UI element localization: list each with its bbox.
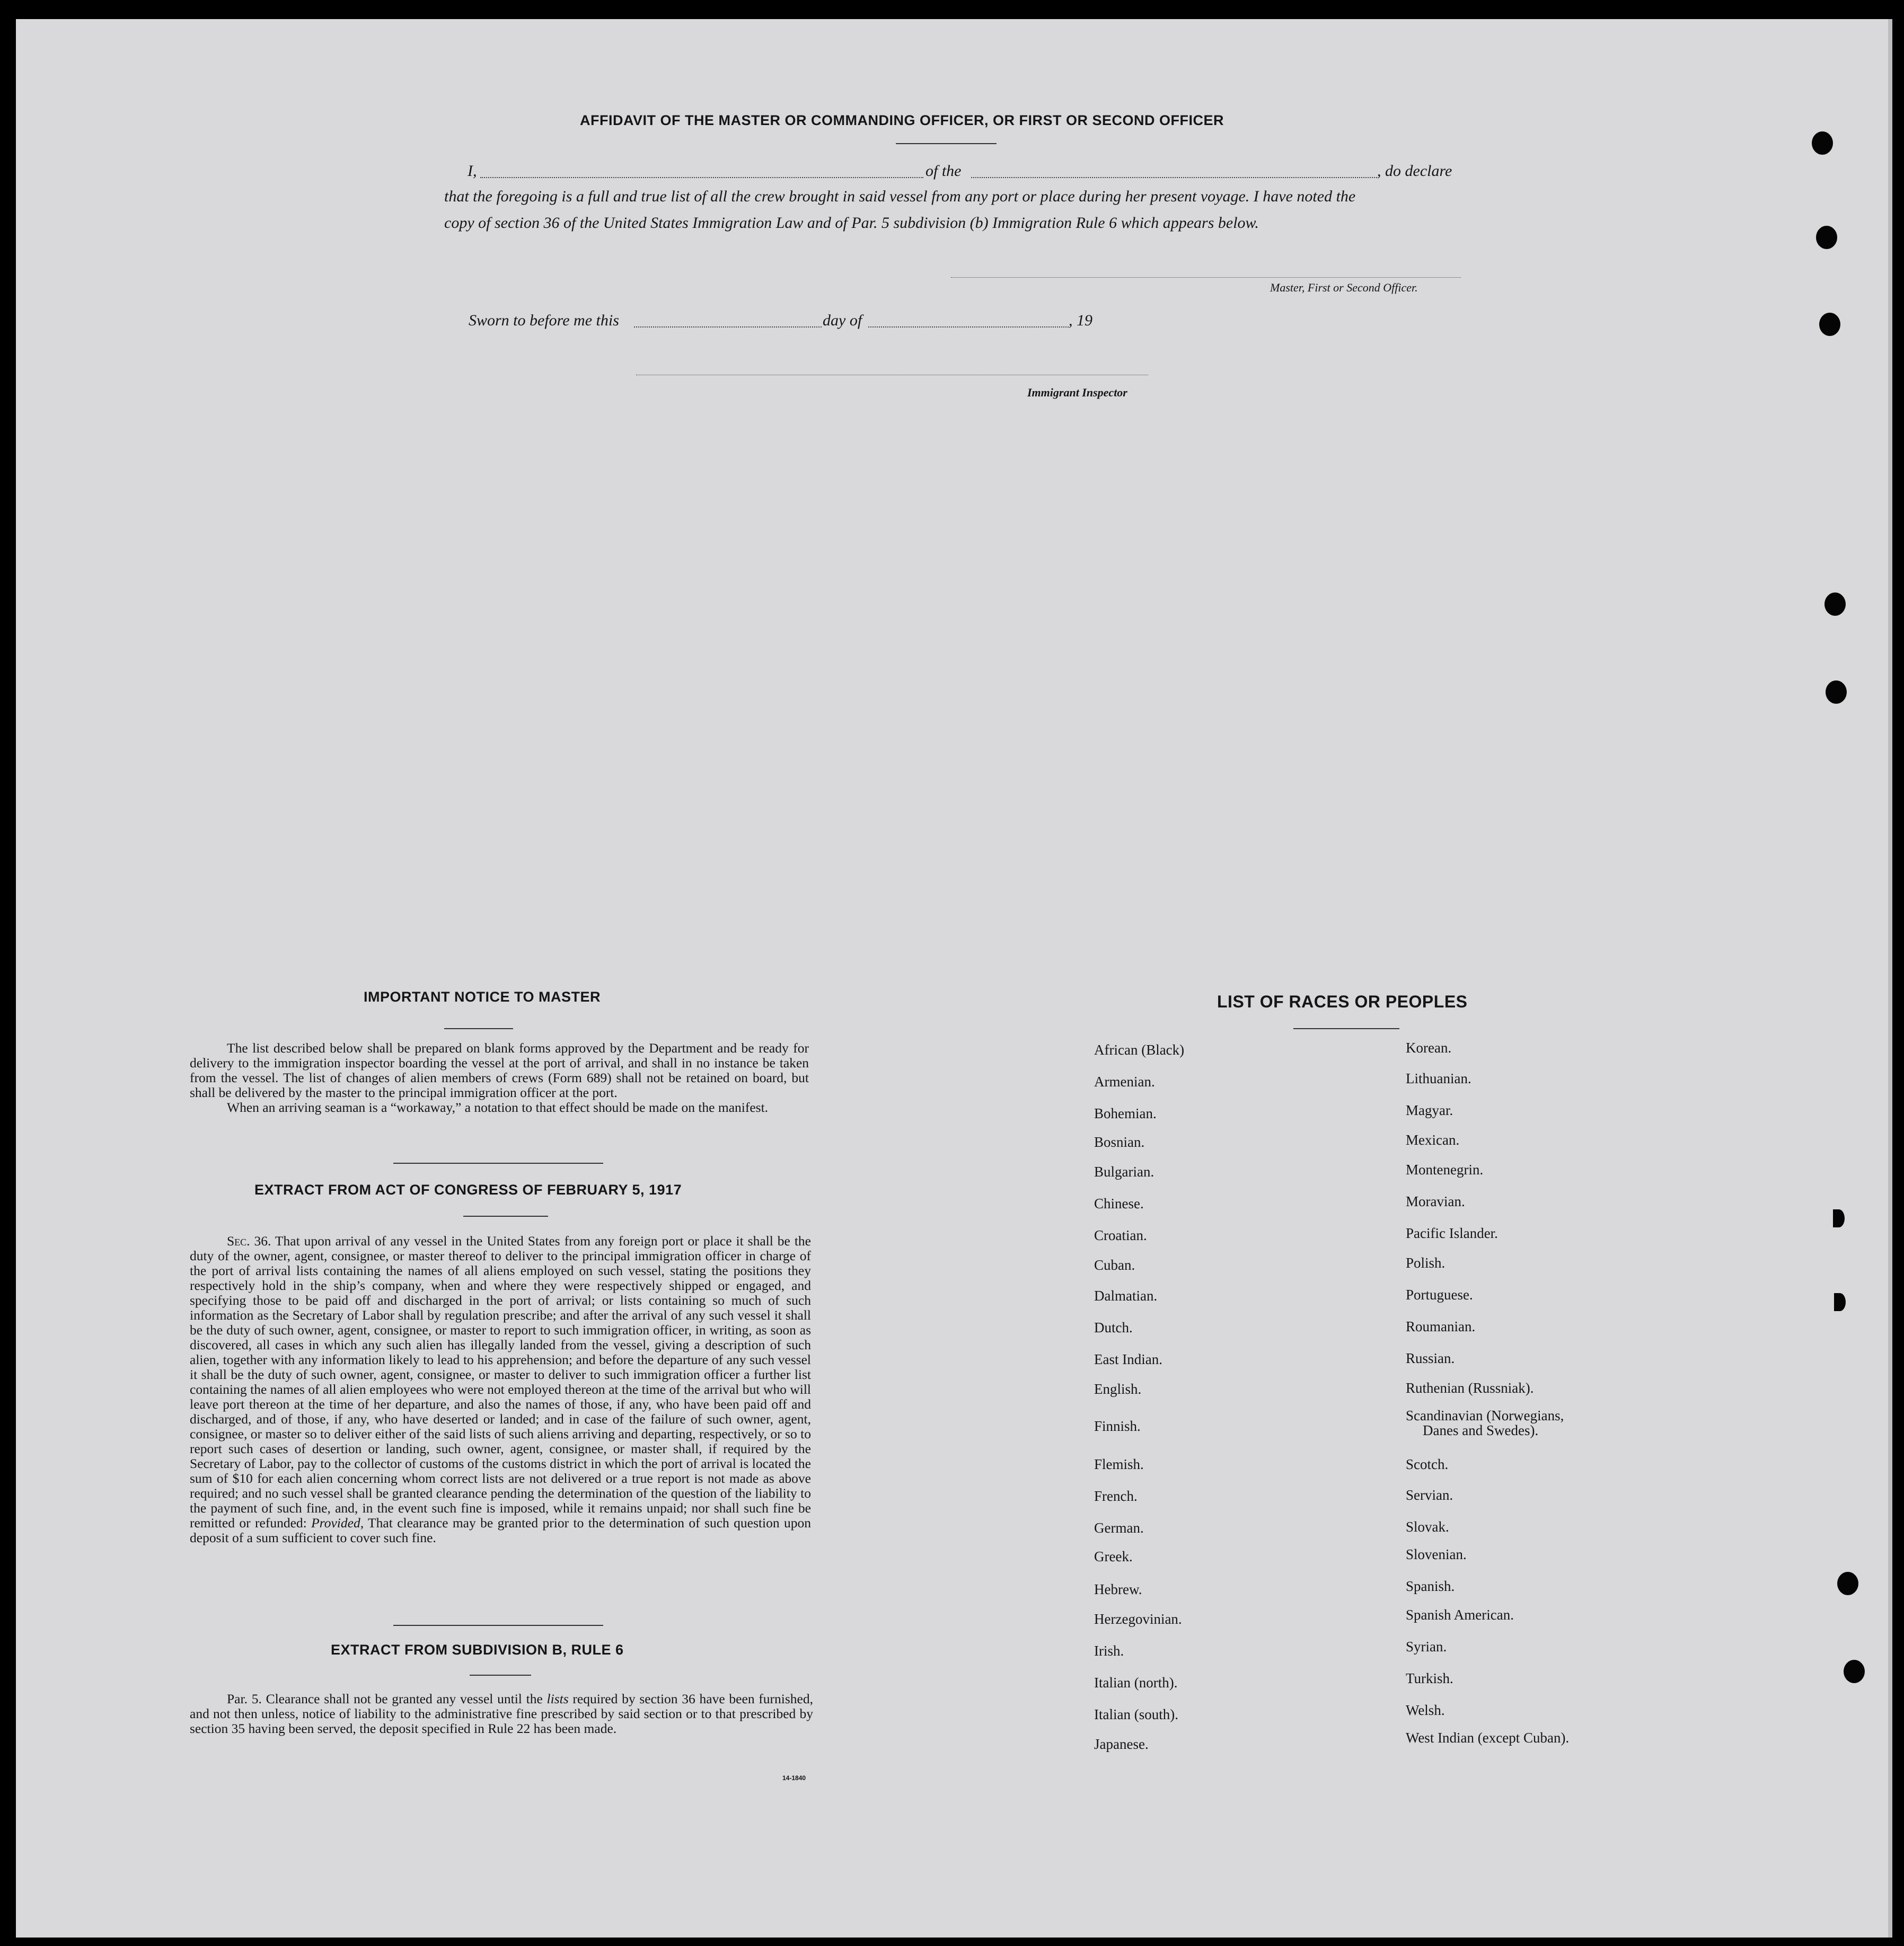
binder-hole (1816, 226, 1837, 249)
notice-paragraph-1: The list described below shall be prepared on blank forms approved by the Department and be ready for delivery to the immigration inspector boarding the vessel at the port of arrival, and shall in no instance be taken from the vessel. The list of changes of alien members of crews (Form 689) shall not be retained on board, but shall be delivered by the master to the principal immigration officer at the port. (190, 1040, 809, 1100)
act-title: EXTRACT FROM ACT OF CONGRESS OF FEBRUARY 5, 1917 (254, 1182, 682, 1198)
race-item: East Indian. (1094, 1351, 1162, 1367)
sworn-day-of: day of (823, 312, 862, 329)
races-rule (1293, 1028, 1399, 1029)
race-item: Ruthenian (Russniak). (1406, 1380, 1534, 1396)
rule6-rule (470, 1675, 531, 1676)
race-item: Japanese. (1094, 1736, 1149, 1752)
race-item: Welsh. (1406, 1702, 1445, 1718)
race-item: Magyar. (1406, 1102, 1453, 1118)
race-item: Danes and Swedes). (1423, 1422, 1539, 1438)
race-item: West Indian (except Cuban). (1406, 1730, 1570, 1746)
section-divider (393, 1625, 603, 1626)
race-item: Servian. (1406, 1487, 1453, 1503)
rule6-title: EXTRACT FROM SUBDIVISION B, RULE 6 (331, 1642, 624, 1658)
race-item: Montenegrin. (1406, 1162, 1484, 1178)
race-item: Bohemian. (1094, 1105, 1157, 1121)
sworn-text: Sworn to before me this (469, 312, 619, 329)
race-item: Roumanian. (1406, 1319, 1476, 1334)
race-item: Lithuanian. (1406, 1071, 1471, 1086)
race-item: Spanish American. (1406, 1607, 1514, 1623)
race-item: Bulgarian. (1094, 1164, 1154, 1180)
race-item: Korean. (1406, 1040, 1452, 1056)
notice-title: IMPORTANT NOTICE TO MASTER (364, 989, 601, 1005)
sworn-day-field[interactable] (634, 326, 822, 328)
race-item: Russian. (1406, 1350, 1455, 1366)
race-item: Hebrew. (1094, 1581, 1142, 1597)
master-signature-line[interactable] (951, 277, 1461, 278)
section-label: Sec. 36. (227, 1233, 271, 1249)
race-item: Croatian. (1094, 1227, 1147, 1243)
race-item: Armenian. (1094, 1074, 1155, 1090)
race-item: Greek. (1094, 1549, 1133, 1564)
sworn-month-field[interactable] (868, 326, 1069, 328)
notice-text (190, 1041, 809, 1115)
affidavit-line-3: copy of section 36 of the United States Immigration Law and of Par. 5 subdivision (b) Immigration Rule 6 which appears below. (444, 214, 1259, 232)
race-item: German. (1094, 1520, 1144, 1536)
binder-hole (1824, 592, 1846, 616)
section-divider (393, 1163, 603, 1164)
race-item: Polish. (1406, 1255, 1445, 1271)
race-item: Moravian. (1406, 1193, 1465, 1209)
race-item: Italian (south). (1094, 1706, 1178, 1722)
master-signature-label: Master, First or Second Officer. (1270, 281, 1418, 294)
page-edge (1888, 19, 1892, 1938)
form-number: 14-1840 (782, 1774, 806, 1782)
affidavit-line-2: that the foregoing is a full and true list of all the crew brought in said vessel from any port or place during her present voyage. I have noted the (444, 188, 1356, 205)
rule6-text (190, 1692, 813, 1736)
binder-hole (1833, 1209, 1845, 1227)
race-item: Syrian. (1406, 1639, 1447, 1655)
lists-word: lists (546, 1691, 569, 1706)
notice-paragraph-2: When an arriving seaman is a “workaway,” a notation to that effect should be made on the manifest. (227, 1100, 769, 1115)
race-item: Pacific Islander. (1406, 1225, 1498, 1241)
race-item: Bosnian. (1094, 1134, 1145, 1150)
act-body-end: That clearance may be granted prior to the determination of such question upon deposit of a sum sufficient to cover such fine. (190, 1515, 812, 1545)
affidavit-declare: , do declare (1377, 162, 1452, 180)
provided-word: Provided, (311, 1515, 364, 1531)
document-sheet (16, 19, 1892, 1938)
binder-hole (1834, 1293, 1846, 1311)
affidavit-i: I, (468, 162, 477, 180)
affidavit-title: AFFIDAVIT OF THE MASTER OR COMMANDING OFFICER, OR FIRST OR SECOND OFFICER (580, 112, 1224, 128)
race-item: Cuban. (1094, 1257, 1135, 1273)
binder-hole (1826, 680, 1847, 704)
race-item: Dalmatian. (1094, 1288, 1158, 1304)
race-item: Turkish. (1406, 1670, 1453, 1686)
binder-hole (1837, 1572, 1858, 1595)
title-rule (896, 143, 997, 144)
race-item: Mexican. (1406, 1132, 1460, 1148)
race-item: Irish. (1094, 1643, 1124, 1659)
name-field[interactable] (480, 177, 923, 178)
inspector-signature-line[interactable] (636, 374, 1148, 375)
race-item: Flemish. (1094, 1456, 1144, 1472)
race-item: Italian (north). (1094, 1675, 1178, 1691)
race-item: Scandinavian (Norwegians, (1406, 1408, 1564, 1423)
act-rule (463, 1216, 548, 1217)
rule6-body-end: required by section 36 have been furnished, and not then unless, notice of liability to the administrative fine prescribed by said section or to that prescribed by section 35 having been served, the deposit specified in Rule 22 has been made. (190, 1691, 813, 1736)
vessel-field[interactable] (971, 177, 1377, 178)
race-item: Spanish. (1406, 1578, 1455, 1594)
binder-hole (1812, 131, 1833, 155)
race-item: Slovak. (1406, 1519, 1449, 1535)
rule6-body: Par. 5. Clearance shall not be granted any vessel until the (227, 1691, 543, 1706)
races-title: LIST OF RACES OR PEOPLES (1217, 992, 1468, 1011)
race-item: Herzegovinian. (1094, 1611, 1182, 1627)
affidavit-of-the: of the (925, 162, 962, 180)
race-item: French. (1094, 1488, 1138, 1504)
race-item: Dutch. (1094, 1320, 1133, 1335)
race-item: Finnish. (1094, 1418, 1141, 1434)
inspector-label: Immigrant Inspector (1027, 386, 1127, 399)
act-text (190, 1234, 811, 1545)
binder-hole (1819, 313, 1840, 336)
race-item: Portuguese. (1406, 1287, 1473, 1303)
act-body: That upon arrival of any vessel in the United States from any foreign port or place it shall be the duty of the owner, agent, consignee, or master thereof to deliver to the principal immigration officer in charge of the port of arrival lists containing the names of all aliens employed on such vessel, stating the positions they respectively hold in the ship’s company, when and where they were respectively shipped or engaged, and specifying those to be paid off and discharged in the port of arrival; or lists containing so much of such information as the Secretary of Labor shall by regulation prescribe; and after the arrival of any such vessel it shall be the duty of such owner, agent, consignee, or master to report to such immigration officer, in writing, as soon as discovered, all cases in which any such alien has illegally landed from the vessel, giving a description of such alien, together with any information likely to lead to his apprehension; and before the departure of any such vessel it shall be the duty of such owner, agent, consignee, or master to deliver to such immigration officer a further list containing the names of all alien employees who were not employed thereon at the time of the arrival but who will leave port thereon at the time of her departure, and also the names of those, if any, who have been paid off and discharged, and of those, if any, who have deserted or landed; and in case of the failure of such owner, agent, consignee, or master so to deliver either of the said lists of such aliens arriving and departing, respectively, or so to report such cases of desertion or landing, such owner, agent, consignee, or master shall, if required by the Secretary of Labor, pay to the collector of customs of the customs district in which the port of arrival is located the sum of $10 for each alien concerning whom correct lists are not delivered or a true report is not made as above required; and no such vessel shall be granted clearance pending the determination of the question of the liability to the payment of such fine, and, in the event such fine is imposed, while it remains unpaid; nor shall such fine be remitted or refunded: (190, 1233, 811, 1531)
race-item: African (Black) (1094, 1042, 1185, 1058)
notice-rule (444, 1028, 513, 1029)
race-item: Scotch. (1406, 1456, 1449, 1472)
binder-hole (1844, 1660, 1865, 1683)
race-item: Chinese. (1094, 1196, 1144, 1211)
sworn-year: , 19 (1069, 312, 1092, 329)
race-item: Slovenian. (1406, 1546, 1467, 1562)
race-item: English. (1094, 1381, 1142, 1397)
